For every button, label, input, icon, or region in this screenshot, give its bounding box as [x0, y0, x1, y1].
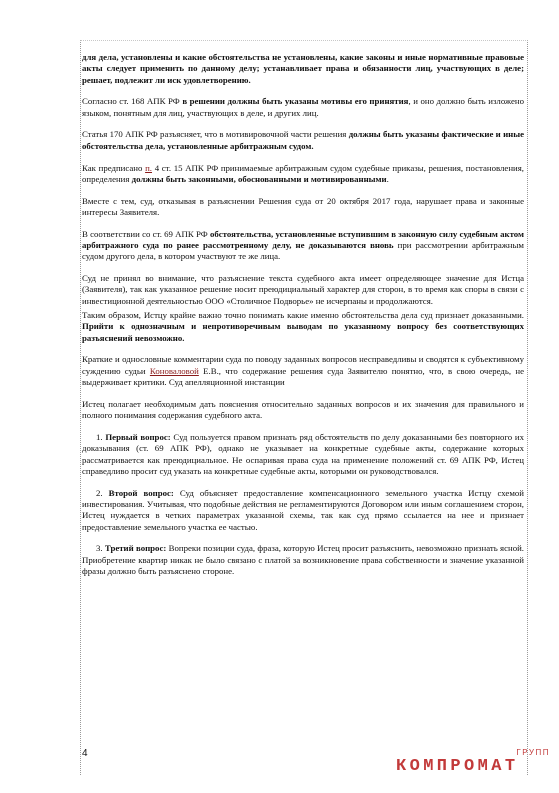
text-run: В соответствии со ст. 69 АПК РФ — [82, 228, 210, 239]
paragraph — [82, 432, 524, 477]
watermark-group-text: ГРУПП — [516, 748, 550, 757]
text-run: 1. — [96, 431, 106, 442]
underlined-term: Коноваловой — [149, 365, 199, 376]
text-run: 2. — [96, 487, 109, 498]
text-run: Вопреки позиции суда, фраза, которую Истец просит разъяснить, невозможно признать ясной. Приобретение квартир никак не было связано с платой за возникновение права собственности и значение указанной фразы должно быть разъяснено стороне. — [82, 543, 525, 576]
paragraph — [82, 163, 524, 186]
text-run: 3. — [96, 543, 105, 554]
text-run: 4 ст. 15 АПК РФ принимаемые арбитражным судом судебные приказы, решения, постановления, определения — [82, 162, 524, 184]
bold-text: Прийти к однозначным и непротиворечивым выводам по указанному вопросу без соответствующих разъяснений невозможно. — [82, 321, 524, 343]
paragraph — [82, 488, 524, 533]
paragraph — [82, 96, 524, 119]
paragraph — [82, 196, 524, 219]
text-run: Вместе с тем, суд, отказывая в разъяснении Решения суда от 20 октября 2017 года, нарушает права и законные интересы Заявителя. — [82, 195, 524, 217]
watermark-logo — [396, 748, 556, 788]
text-run: , и оно должно быть изложено языком, понятным для лиц, участвующих в деле, и других лиц. — [82, 96, 524, 118]
text-run: Таким образом, Истцу крайне важно точно понимать какие именно обстоятельства дела суд признает доказанными. — [82, 310, 524, 321]
bold-text: Второй вопрос: — [108, 487, 174, 498]
paragraph — [82, 229, 524, 263]
text-run: Краткие и однословные комментарии суда по поводу заданных вопросов несправедливы и сводятся к субъективному суждению судьи — [82, 354, 524, 376]
text-run: . — [386, 173, 389, 184]
watermark-main-text: КОМПРОМАТ — [396, 757, 519, 776]
bold-text: должны быть законными, обоснованными и мотивированными — [131, 173, 387, 184]
text-run: Суд не принял во внимание, что разъяснение текста судебного акта имеет определяющее значение для Истца (Заявителя), так как указанное решение носит преюдициальный характер для сторон, в то время как споры в связи с инвестиционной деятельностью ООО «Столичное Подворье» не исчерпаны и продолжаются. — [82, 273, 524, 306]
document-body — [82, 52, 524, 588]
paragraph — [82, 543, 524, 577]
page-number: 4 — [82, 748, 88, 759]
paragraph — [82, 354, 524, 388]
paragraph — [82, 273, 524, 307]
paragraph — [82, 310, 524, 344]
text-run: Статья 170 АПК РФ разъясняет, что в мотивировочной части решения — [82, 129, 349, 140]
bold-text: Третий вопрос: — [104, 543, 167, 554]
bold-text: для дела, установлены и какие обстоятельства не установлены, какие законы и иные нормативные правовые акты следует применить по данному делу; устанавливает права и обязанности лиц, участвующих в деле; решает, подлежит ли иск удовлетворению. — [82, 52, 524, 85]
bold-text: Первый вопрос: — [105, 431, 171, 442]
paragraph — [82, 129, 524, 152]
text-run: Истец полагает необходимым дать пояснения относительно заданных вопросов и их значения для правильного и полного понимания содержания судебного акта. — [82, 398, 524, 421]
text-run: Как предписано — [82, 162, 146, 173]
bold-text: обстоятельства, установленные вступившим в законную силу судебным актом арбитражного суда по ранее рассмотренному делу, не доказываются вновь — [82, 228, 524, 251]
paragraph — [82, 399, 524, 422]
text-run: Суд пользуется правом признать ряд обстоятельств по делу доказанными без повторного их доказывания (ст. 69 АПК РФ), однако не указывает на конкретные судебные акты, содержание которых рассматривается как преюдициальное. Не оспаривая права суда на применение положений ст. 69 АПК РФ, Истец справедливо просит суд указать на конкретные судебные акты, которыми он руководствовался. — [82, 431, 525, 476]
text-run: при рассмотрении арбитражным судом другого дела, в котором участвуют те же лица. — [82, 240, 524, 262]
paragraph — [82, 52, 524, 86]
bold-text: в решении должны быть указаны мотивы его принятия — [182, 96, 409, 107]
bold-text: должны быть указаны фактические и иные обстоятельства дела, установленные арбитражным судом. — [82, 129, 524, 151]
text-run: Согласно ст. 168 АПК РФ — [82, 96, 183, 107]
text-run: Е.В., что содержание решения суда Заявителю понятно, что, в свою очередь, не выдерживает критики. Суд апелляционной инстанции — [82, 365, 524, 388]
text-run: Суд объясняет предоставление компенсационного земельного участка Истцу схемой инвестирования. Учитывая, что подобные действия не регламентируются Договором или иным соглашением сторон, Истец нуждается в четких параметрах указанной схемы, так как суд прямо ссылается на нее и признает предоставление земельного участка ее частью. — [82, 487, 524, 532]
underlined-term: п. — [145, 162, 153, 173]
